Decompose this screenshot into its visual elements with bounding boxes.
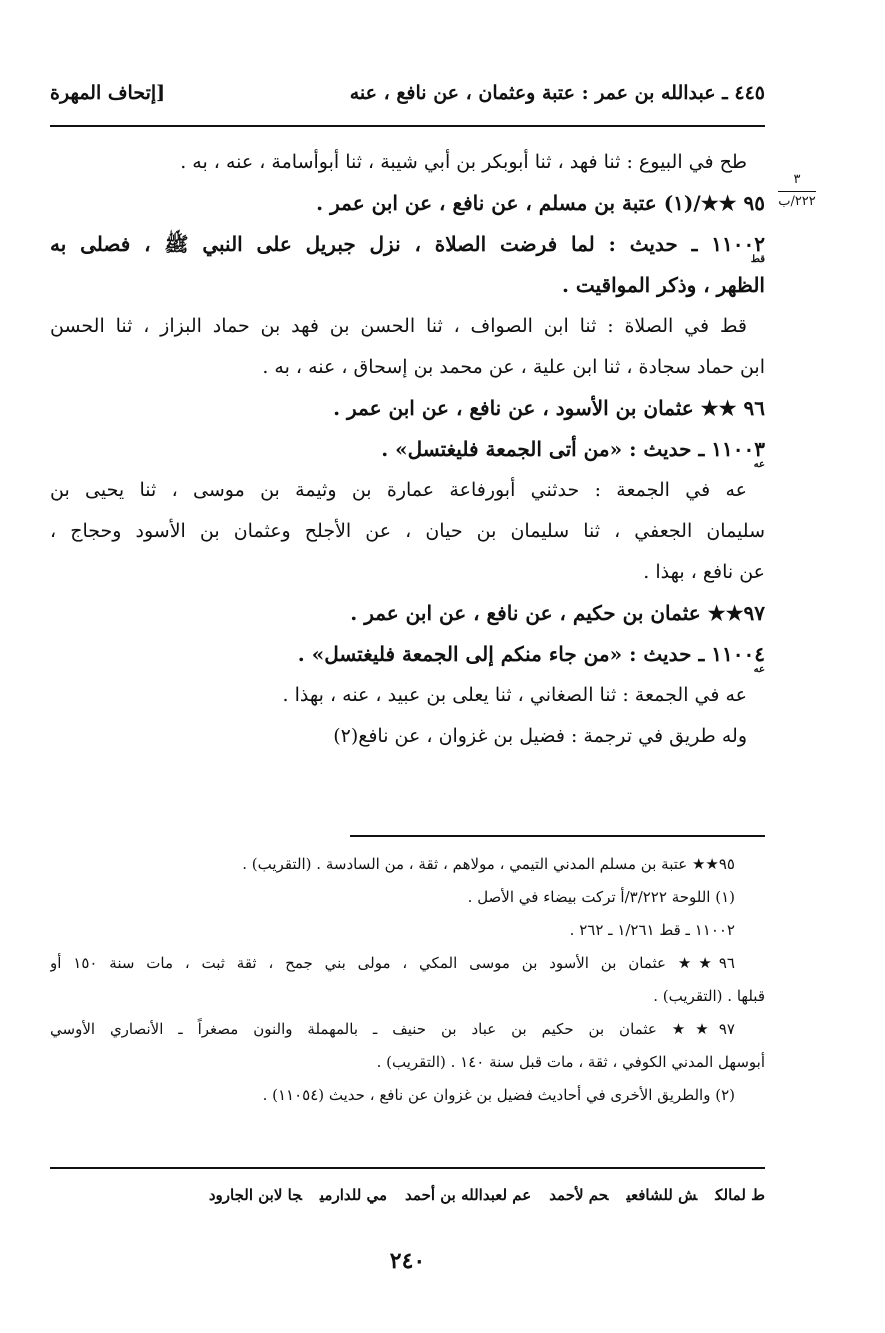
footnote-line: أبوسهل المدني الكوفي ، ثقة ، مات قبل سنة ١٤٠ . (التقريب) . bbox=[376, 1053, 765, 1071]
margin-note-bottom: ٢٢٢/ب bbox=[778, 193, 816, 209]
text-line: ١١٠٠٤ ـ حديث : «من جاء منكم إلى الجمعة فليغتسل» . عه bbox=[297, 642, 765, 675]
legend-entry: مي للدارمي bbox=[319, 1186, 388, 1204]
header-title: ٤٤٥ ـ عبدالله بن عمر : عتبة وعثمان ، عن نافع ، عنه bbox=[349, 82, 765, 104]
legend-entry: ط لمالك bbox=[715, 1186, 765, 1204]
legend-entry: جا لابن الجارود bbox=[208, 1186, 302, 1204]
running-header bbox=[50, 82, 765, 116]
page-number: ٢٤٠ bbox=[389, 1248, 426, 1274]
text-line: عه في الجمعة : ثنا الصغاني ، ثنا يعلى بن عبيد ، عنه ، بهذا . bbox=[282, 684, 747, 706]
legend-rule bbox=[50, 1167, 765, 1169]
margin-note-top: ٣ bbox=[793, 172, 801, 187]
text-line: عن نافع ، بهذا . bbox=[643, 561, 765, 583]
text-line: سليمان الجعفي ، ثنا سليمان بن حيان ، عن الأجلح وعثمان بن الأسود وحجاج ، bbox=[50, 520, 765, 542]
source-siglum: عه bbox=[753, 664, 765, 675]
footnote-line: ٩٥★★ عتبة بن مسلم المدني التيمي ، مولاهم ، ثقة ، من السادسة . (التقريب) . bbox=[242, 855, 735, 873]
footnote-line: قبلها . (التقريب) . bbox=[653, 987, 765, 1005]
source-siglum: عه bbox=[753, 459, 765, 470]
header-rule bbox=[50, 125, 765, 127]
legend-entry: ش للشافعي bbox=[626, 1186, 698, 1204]
text-line: ابن حماد سجادة ، ثنا ابن علية ، عن محمد بن إسحاق ، عنه ، به . bbox=[262, 356, 765, 378]
main-text bbox=[50, 142, 765, 757]
text-line: وله طريق في ترجمة : فضيل بن غزوان ، عن نافع(٢) bbox=[333, 725, 747, 747]
source-siglum: قط bbox=[750, 254, 765, 265]
footnote-line: ٩٦★★ عثمان بن الأسود بن موسى المكي ، مولى بني جمح ، ثقة ثبت ، مات سنة ١٥٠ أو bbox=[50, 954, 735, 972]
margin-folio-note bbox=[772, 172, 822, 211]
text-line: ١١٠٠٣ ـ حديث : «من أتى الجمعة فليغتسل» . عه bbox=[381, 437, 765, 470]
abbreviation-legend bbox=[50, 1180, 765, 1210]
footnote-line: ١١٠٠٢ ـ قط ١/٢٦١ ـ ٢٦٢ . bbox=[569, 921, 735, 939]
text-line: ١١٠٠٢ ـ حديث : لما فرضت الصلاة ، نزل جبريل على النبي ﷺ ، فصلى به قط bbox=[50, 232, 765, 265]
text-line: قط في الصلاة : ثنا ابن الصواف ، ثنا الحسن بن فهد بن حماد البزاز ، ثنا الحسن bbox=[50, 315, 747, 337]
text-line: عه في الجمعة : حدثني أبورفاعة عمارة بن وثيمة بن موسى ، ثنا يحيى بن bbox=[50, 479, 747, 501]
header-book-title: [إتحاف المهرة bbox=[50, 82, 166, 104]
text-line: ٩٦ ★★ عثمان بن الأسود ، عن نافع ، عن ابن عمر . bbox=[333, 396, 765, 420]
text-line: الظهر ، وذكر المواقيت . bbox=[561, 273, 765, 297]
legend-entry: حم لأحمد bbox=[549, 1186, 609, 1204]
text-line: طح في البيوع : ثنا فهد ، ثنا أبوبكر بن أبي شيبة ، ثنا أبوأسامة ، عنه ، به . bbox=[180, 151, 747, 173]
footnotes bbox=[50, 848, 765, 1112]
text-line: ٩٧★★ عثمان بن حكيم ، عن نافع ، عن ابن عمر . bbox=[350, 601, 765, 625]
margin-note-divider bbox=[778, 191, 816, 192]
text-line: ٩٥ ★★/(١) عتبة بن مسلم ، عن نافع ، عن ابن عمر . bbox=[316, 191, 765, 215]
footnote-line: ٩٧★★ عثمان بن حكيم بن عباد بن حنيف ـ بالمهملة والنون مصغراً ـ الأنصاري الأوسي bbox=[50, 1020, 735, 1038]
footnote-line: (١) اللوحة ٣/٢٢٢/أ تركت بيضاء في الأصل . bbox=[467, 888, 735, 906]
footnote-line: (٢) والطريق الأخرى في أحاديث فضيل بن غزوان عن نافع ، حديث (١١٠٥٤) . bbox=[262, 1086, 735, 1104]
footnote-separator bbox=[350, 835, 765, 837]
legend-entry: عم لعبدالله بن أحمد bbox=[405, 1186, 532, 1204]
